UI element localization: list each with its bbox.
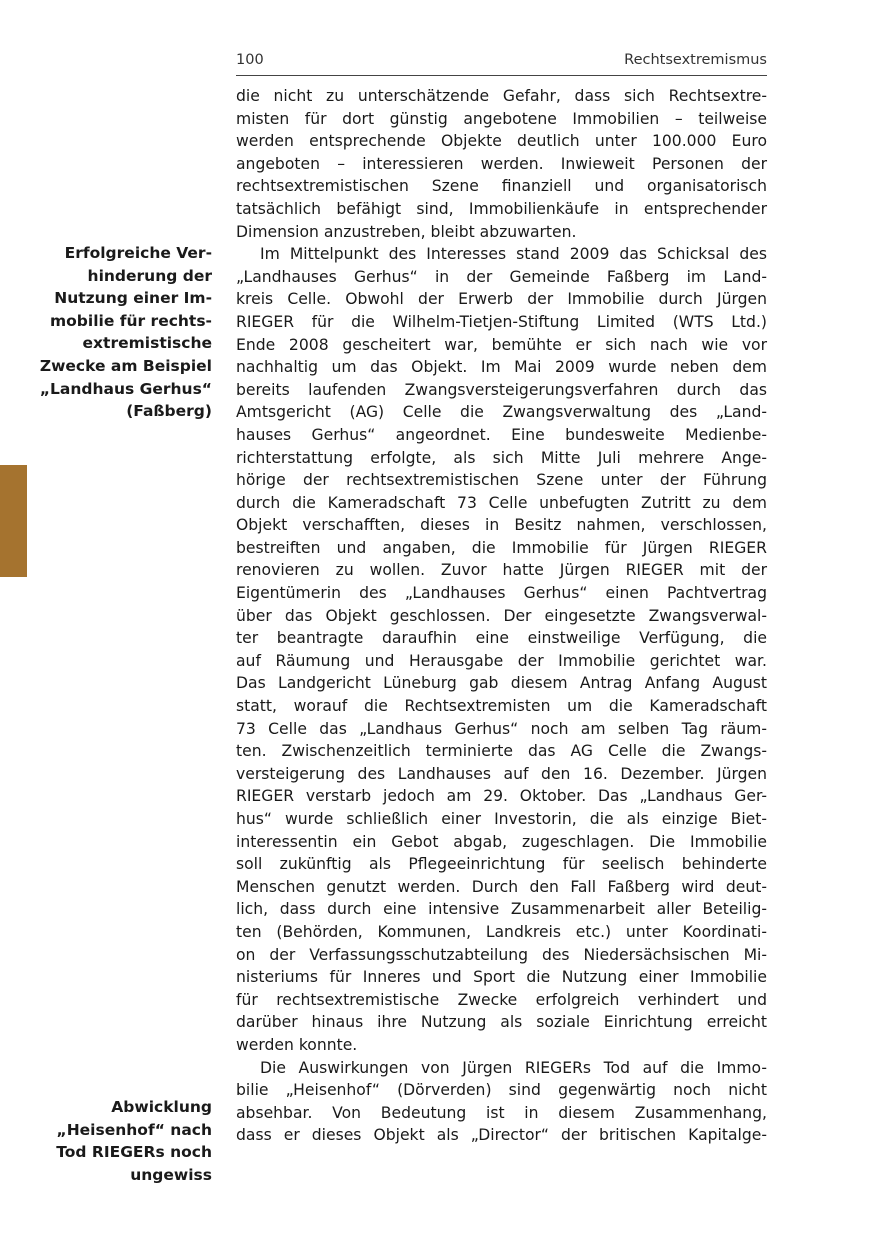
body-line: Ende 2008 gescheitert war, bemühte er sich nach wie vor	[236, 335, 767, 354]
body-line: RIEGER verstarb jedoch am 29. Oktober. Das „Landhaus Ger-	[236, 787, 767, 806]
body-line: werden entsprechende Objekte deutlich unter 100.000 Euro	[236, 132, 767, 151]
body-line: renovieren zu wollen. Zuvor hatte Jürgen RIEGER mit der	[236, 561, 767, 580]
sidenote-line: mobilie für rechts-	[49, 311, 212, 330]
body-line: richterstattung erfolgte, als sich Mitte Juli mehrere Ange-	[236, 448, 767, 467]
body-line: „Landhauses Gerhus“ in der Gemeinde Faßberg im Land-	[236, 267, 767, 286]
body-line: Das Landgericht Lüneburg gab diesem Antrag Anfang August	[236, 674, 767, 693]
body-line: on der Verfassungsschutzabteilung des Niedersächsischen Mi-	[236, 945, 767, 964]
body-line: Menschen genutzt werden. Durch den Fall Faßberg wird deut-	[236, 877, 767, 896]
running-title: Rechtsextremismus	[624, 52, 767, 68]
body-line: Die Auswirkungen von Jürgen RIEGERs Tod auf die Immo-	[260, 1058, 767, 1077]
body-line: 73 Celle das „Landhaus Gerhus“ noch am selben Tag räum-	[236, 719, 767, 738]
sidenote-line: Nutzung einer Im-	[54, 289, 212, 308]
sidenote-line: hinderung der	[87, 266, 212, 285]
body-line: ten. Zwischenzeitlich terminierte das AG Celle die Zwangs-	[236, 742, 767, 761]
sidenote-line: extremistische	[82, 334, 212, 353]
sidenote-line: Zwecke am Beispiel	[39, 356, 212, 375]
running-header	[236, 52, 767, 74]
header-rule	[236, 75, 767, 76]
body-line: nisteriums für Inneres und Sport die Nutzung einer Immobilie	[236, 968, 767, 987]
body-line: versteigerung des Landhauses auf den 16. Dezember. Jürgen	[236, 764, 767, 783]
body-line: ten (Behörden, Kommunen, Landkreis etc.) unter Koordinati-	[236, 922, 767, 941]
page-number: 100	[236, 52, 264, 68]
sidenote-line: (Faßberg)	[126, 402, 212, 421]
body-line: absehbar. Von Bedeutung ist in diesem Zusammenhang,	[236, 1103, 767, 1122]
body-line: lich, dass durch eine intensive Zusammenarbeit aller Beteilig-	[236, 900, 767, 919]
body-line: über das Objekt geschlossen. Der eingesetzte Zwangsverwal-	[236, 606, 767, 625]
sidenote-heisenhof	[22, 1096, 212, 1186]
sidenote-line: „Landhaus Gerhus“	[39, 379, 212, 398]
body-line: hauses Gerhus“ angeordnet. Eine bundesweite Medienbe-	[236, 425, 767, 444]
body-line: ter beantragte daraufhin eine einstweilige Verfügung, die	[236, 629, 767, 648]
body-line: bereits laufenden Zwangsversteigerungsverfahren durch das	[236, 380, 767, 399]
body-line: hus“ wurde schließlich einer Investorin, die als einzige Biet-	[236, 810, 767, 828]
body-line: Objekt verschafften, dieses in Besitz nahmen, verschlossen,	[236, 516, 767, 535]
sidenote-line: Erfolgreiche Ver-	[64, 244, 212, 262]
body-line: bilie „Heisenhof“ (Dörverden) sind gegenwärtig noch nicht	[236, 1081, 767, 1100]
body-line: Amtsgericht (AG) Celle die Zwangsverwaltung des „Land-	[236, 403, 767, 422]
body-line: angeboten – interessieren werden. Inwieweit Personen der	[236, 154, 767, 173]
body-line: Im Mittelpunkt des Interesses stand 2009 das Schicksal des	[260, 245, 767, 264]
sidenote-fassberg	[22, 242, 212, 423]
body-line: kreis Celle. Obwohl der Erwerb der Immobilie durch Jürgen	[236, 290, 767, 309]
sidenote-line: ungewiss	[130, 1165, 212, 1184]
body-line: die nicht zu unterschätzende Gefahr, dass sich Rechtsextre-	[236, 87, 767, 105]
body-line: soll zukünftig als Pflegeeinrichtung für seelisch behinderte	[236, 855, 767, 874]
body-line: für rechtsextremistische Zwecke erfolgreich verhindert und	[236, 990, 767, 1009]
body-line: statt, worauf die Rechtsextremisten um die Kameradschaft	[236, 697, 767, 716]
body-line: darüber hinaus ihre Nutzung als soziale Einrichtung erreicht	[236, 1013, 767, 1032]
chapter-thumb-tab	[0, 465, 27, 577]
body-line: nachhaltig um das Objekt. Im Mai 2009 wurde neben dem	[236, 358, 767, 377]
body-line: misten für dort günstig angebotene Immobilien – teilweise	[236, 109, 767, 128]
body-line: auf Räumung und Herausgabe der Immobilie gerichtet war.	[236, 651, 767, 670]
body-line: hörige der rechtsextremistischen Szene unter der Führung	[236, 471, 767, 490]
sidenote-line: Abwicklung	[111, 1098, 212, 1116]
sidenote-line: Tod RIEGERs noch	[56, 1143, 212, 1162]
body-text	[236, 85, 767, 1147]
sidenote-line: „Heisenhof“ nach	[56, 1120, 212, 1139]
body-line: interessentin ein Gebot abgab, zugeschlagen. Die Immobilie	[236, 832, 767, 851]
body-line: rechtsextremistischen Szene finanziell und organisatorisch	[236, 177, 767, 196]
body-line: durch die Kameradschaft 73 Celle unbefugten Zutritt zu dem	[236, 493, 767, 512]
body-line: Dimension anzustreben, bleibt abzuwarten.	[236, 222, 577, 241]
body-line: RIEGER für die Wilhelm-Tietjen-Stiftung Limited (WTS Ltd.)	[236, 312, 767, 331]
body-line: dass er dieses Objekt als „Director“ der britischen Kapitalge-	[236, 1126, 767, 1145]
body-line: werden konnte.	[236, 1035, 358, 1054]
body-line: Eigentümerin des „Landhauses Gerhus“ einen Pachtvertrag	[236, 584, 767, 603]
body-line: bestreiften und angaben, die Immobilie für Jürgen RIEGER	[236, 538, 767, 557]
body-line: tatsächlich befähigt sind, Immobilienkäufe in entsprechender	[236, 199, 767, 218]
